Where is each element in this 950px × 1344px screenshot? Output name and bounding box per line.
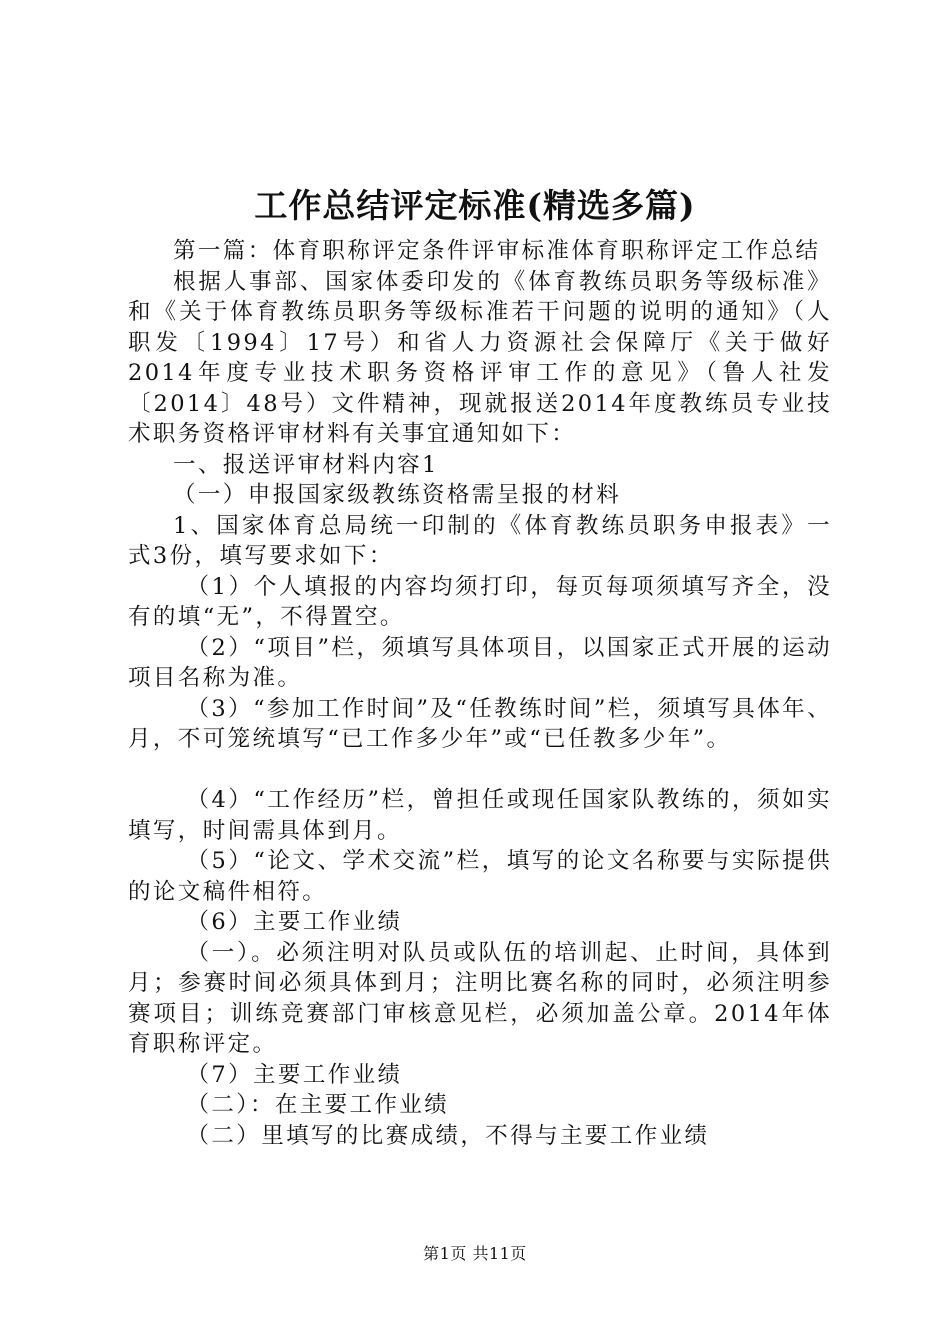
paragraph-requirement-3: （3）“参加工作时间”及“任教练时间”栏，须填写具体年、月，不可笼统填写“已工作多少年”或“已任教多少年”。 [128,695,832,752]
paragraph-requirement-2: （2）“项目”栏，须填写具体项目，以国家正式开展的运动项目名称为准。 [128,634,832,691]
section-heading-part-one: 第一篇：体育职称评定条件评审标准体育职称评定工作总结 [173,238,821,264]
paragraph-requirement-4: （4）“工作经历”栏，曾担任或现任国家队教练的，须如实填写，时间需具体到月。 [128,787,832,844]
paragraph-intro: 根据人事部、国家体委印发的《体育教练员职务等级标准》和《关于体育教练员职务等级标准若干问题的说明的通知》（人职发〔1994〕17号）和省人力资源社会保障厅《关于做好2014年度专业技术职务资格评审工作的意见》（鲁人社发〔2014〕48号）文件精神，现就报送2014年度教练员专业技术职务资格评审材料有关事宜通知如下： [128,268,832,447]
paragraph-requirement-7-part-2: （二）：在主要工作业绩 [186,1092,450,1118]
page-number-footer: 第1页 共11页 [423,1244,527,1263]
paragraph-item-1: 1、国家体育总局统一印制的《体育教练员职务申报表》一式3份，填写要求如下： [128,512,832,569]
paragraph-subsection-1: （一）申报国家级教练资格需呈报的材料 [173,482,622,508]
paragraph-requirement-1: （1）个人填报的内容均须打印，每页每项须填写齐全，没有的填“无”，不得置空。 [128,573,832,630]
paragraph-requirement-7-detail: （二）里填写的比赛成绩，不得与主要工作业绩 [186,1122,710,1149]
paragraph-requirement-6: （6）主要工作业绩 [186,909,403,935]
document-body [128,236,832,1151]
paragraph-requirement-5: （5）“论文、学术交流”栏，填写的论文名称要与实际提供的论文稿件相符。 [128,848,832,905]
paragraph-requirement-7: （7）主要工作业绩 [186,1061,403,1088]
paragraph-section-1: 一、报送评审材料内容1 [173,451,439,478]
paragraph-requirement-6-detail: （一）。必须注明对队员或队伍的培训起、止时间，具体到月；参赛时间必须具体到月；注明比赛名称的同时，必须注明参赛项目；训练竞赛部门审核意见栏，必须加盖公章。2014年体育职称评定。 [128,939,832,1057]
document-title: 工作总结评定标准(精选多篇) [254,186,696,225]
